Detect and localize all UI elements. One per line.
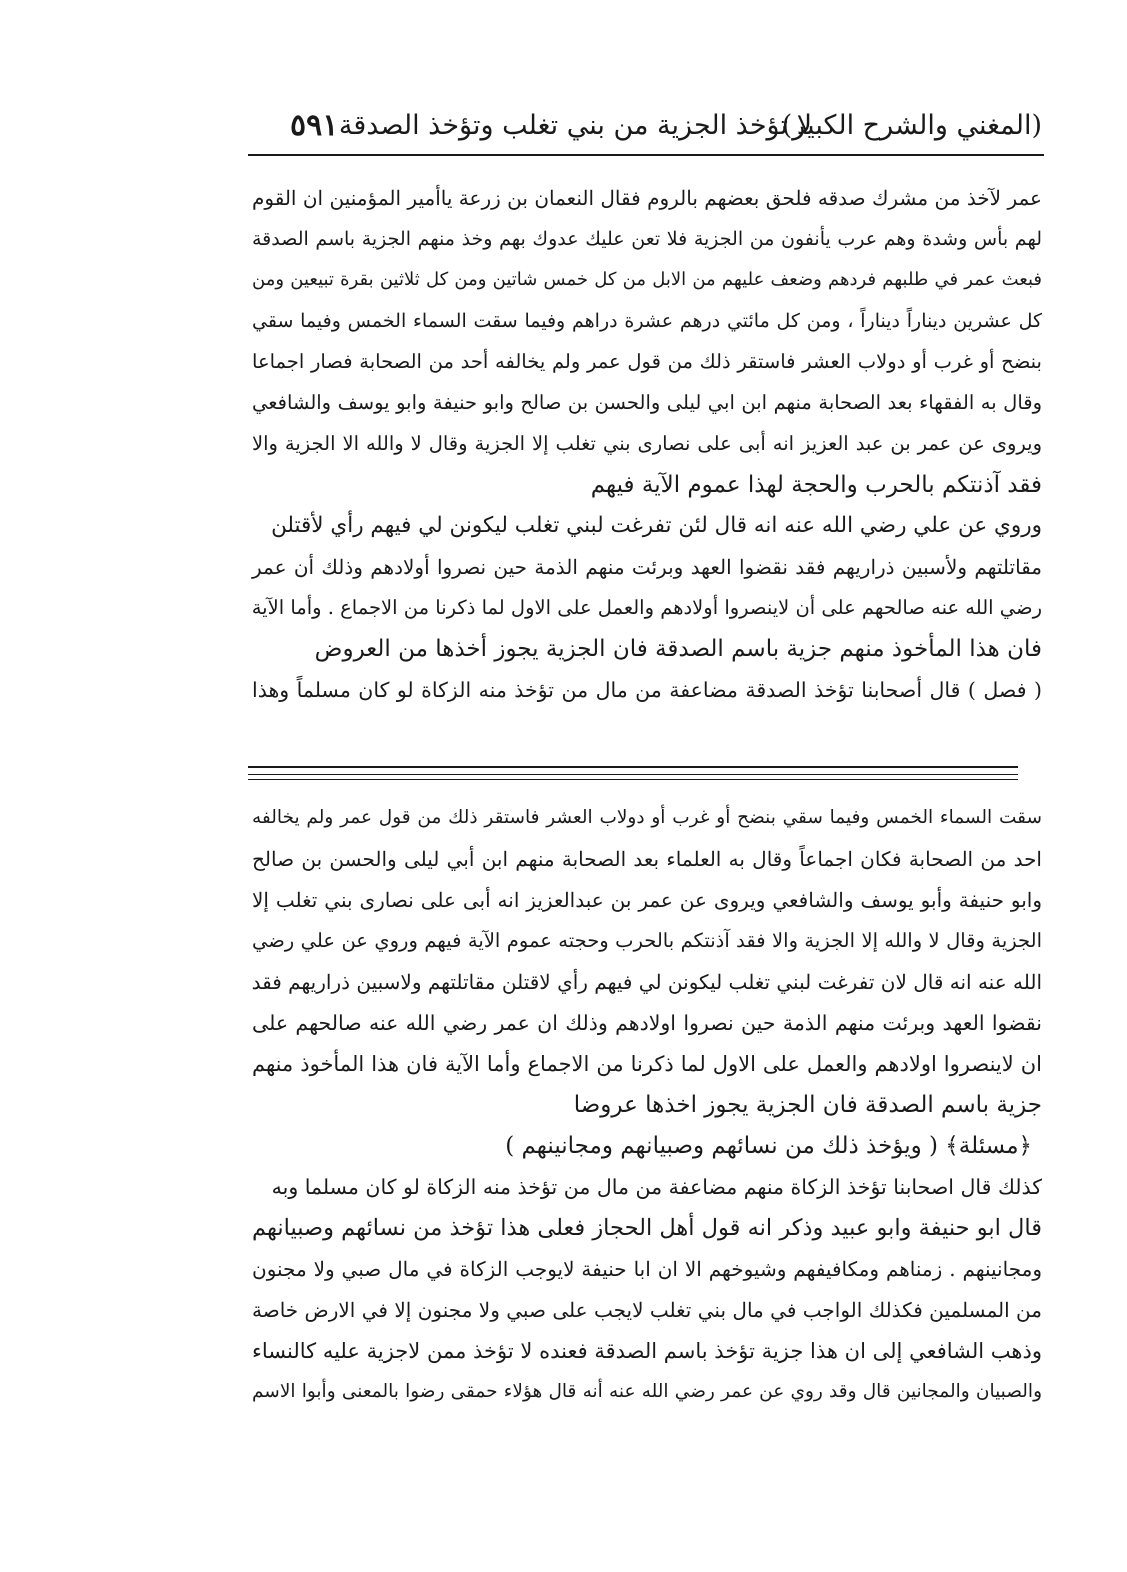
upper-line-9: وروي عن علي رضي الله عنه انه قال لئن تفرغت لبني تغلب ليكونن لي فيهم رأي لأقتلن	[271, 513, 1042, 538]
upper-line-3: فبعث عمر في طلبهم فردهم وضعف عليهم من الابل من كل خمس شاتين ومن كل ثلاثين بقرة تبيعين ومن	[252, 269, 1042, 290]
lower-line-1: سقت السماء الخمس وفيما سقي بنضح أو غرب أو دولاب العشر فاستقر ذلك من قول عمر ولم يخالفه	[252, 807, 1042, 828]
upper-line-5: بنضح أو غرب أو دولاب العشر فاستقر ذلك من قول عمر ولم يخالفه أحد من الصحابة فصار اجماعا	[252, 350, 1042, 373]
upper-line-7: ويروى عن عمر بن عبد العزيز انه أبى على نصارى بني تغلب إلا الجزية وقال لا والله الا الجزية والا	[252, 432, 1042, 455]
header-rule	[248, 154, 1044, 156]
lower-line-15: والصبيان والمجانين قال وقد روي عن عمر رضي الله عنه أنه قال هؤلاء حمقى رضوا بالمعنى وأبوا الاسم	[252, 1381, 1042, 1402]
lower-line-7: ان لاينصروا اولادهم والعمل على الاول لما ذكرنا من الاجماع وأما الآية فان هذا المأخوذ منهم	[252, 1052, 1042, 1076]
lower-line-8: جزية باسم الصدقة فان الجزية يجوز اخذها عروضا	[573, 1092, 1042, 1118]
page-number: ٥٩١	[290, 108, 339, 143]
lower-line-11: قال ابو حنيفة وابو عبيد وذكر انه قول أهل الحجاز فعلى هذا تؤخذ من نسائهم وصبيانهم	[252, 1215, 1042, 1241]
book-title: (المغني والشرح الكبير)	[781, 110, 1042, 141]
lower-line-4: الجزية وقال لا والله إلا الجزية والا فقد آذنتكم بالحرب وحجته عموم الآية فيهم وروي عن علي رضي	[252, 929, 1042, 952]
upper-line-10: مقاتلتهم ولأسبين ذراريهم فقد نقضوا العهد وبرئت منهم الذمة حين نصروا أولادهم وذلك أن عمر	[252, 555, 1042, 579]
section-divider-3	[248, 779, 1018, 780]
lower-line-5: الله عنه انه قال لان تفرغت لبني تغلب ليكونن لي فيهم رأي لاقتلن مقاتلتهم ولاسبين ذراريهم فقد	[251, 970, 1042, 994]
lower-line-10: كذلك قال اصحابنا تؤخذ الزكاة منهم مضاعفة من مال من تؤخذ منه الزكاة لو كان مسلما وبه	[271, 1175, 1042, 1199]
lower-line-6: نقضوا العهد وبرئت منهم الذمة حين نصروا اولادهم وذلك ان عمر رضي الله عنه صالحهم على	[252, 1011, 1042, 1035]
chapter-title: لا تؤخذ الجزية من بني تغلب وتؤخذ الصدقة	[338, 110, 812, 141]
upper-line-2: لهم بأس وشدة وهم عرب يأنفون من الجزية فلا تعن عليك عدوك بهم وخذ منهم الجزية باسم الصدقة	[252, 228, 1042, 250]
upper-line-11: رضي الله عنه صالحهم على أن لاينصروا أولادهم والعمل على الاول لما ذكرنا من الاجماع . وأما الآية	[251, 596, 1042, 619]
upper-line-4: كل عشرين ديناراً ديناراً ، ومن كل مائتي درهم عشرة دراهم وفيما سقت السماء الخمس وفيما سقي	[252, 310, 1042, 332]
upper-line-1: عمر لآخذ من مشرك صدقه فلحق بعضهم بالروم فقال النعمان بن زرعة ياأمير المؤمنين ان القوم	[252, 186, 1042, 210]
running-header	[250, 108, 1042, 152]
lower-line-2: احد من الصحابة فكان اجماعاً وقال به العلماء بعد الصحابة منهم ابن أبي ليلى والحسن بن صالح	[252, 847, 1042, 871]
section-divider-2	[248, 774, 1018, 775]
section-divider	[248, 766, 1018, 768]
upper-line-12: فان هذا المأخوذ منهم جزية باسم الصدقة فان الجزية يجوز أخذها من العروض	[314, 636, 1042, 662]
lower-line-3: وابو حنيفة وأبو يوسف والشافعي ويروى عن عمر بن عبدالعزيز انه أبى على نصارى بني تغلب إلا	[252, 888, 1042, 912]
upper-line-13: ( فصل ) قال أصحابنا تؤخذ الصدقة مضاعفة من مال من تؤخذ منه الزكاة لو كان مسلماً وهذا	[252, 678, 1042, 702]
upper-line-6: وقال به الفقهاء بعد الصحابة منهم ابن ابي ليلى والحسن بن صالح وابو حنيفة وابو يوسف والشافعي	[252, 391, 1042, 414]
lower-line-14: وذهب الشافعي إلى ان هذا جزية تؤخذ باسم الصدقة فعنده لا تؤخذ ممن لاجزية عليه كالنساء	[252, 1339, 1042, 1363]
masala-heading: ﴿مسئلة﴾ ( ويؤخذ ذلك من نسائهم وصبيانهم ومجانينهم )	[505, 1133, 1032, 1159]
lower-line-12: ومجانينهم . زمناهم ومكافيفهم وشيوخهم الا ان ابا حنيفة لايوجب الزكاة في مال صبي ولا مجنون	[252, 1257, 1042, 1281]
upper-line-8: فقد آذنتكم بالحرب والحجة لهذا عموم الآية فيهم	[590, 472, 1042, 498]
lower-line-13: من المسلمين فكذلك الواجب في مال بني تغلب لايجب على صبي ولا مجنون إلا في الارض خاصة	[252, 1298, 1042, 1322]
